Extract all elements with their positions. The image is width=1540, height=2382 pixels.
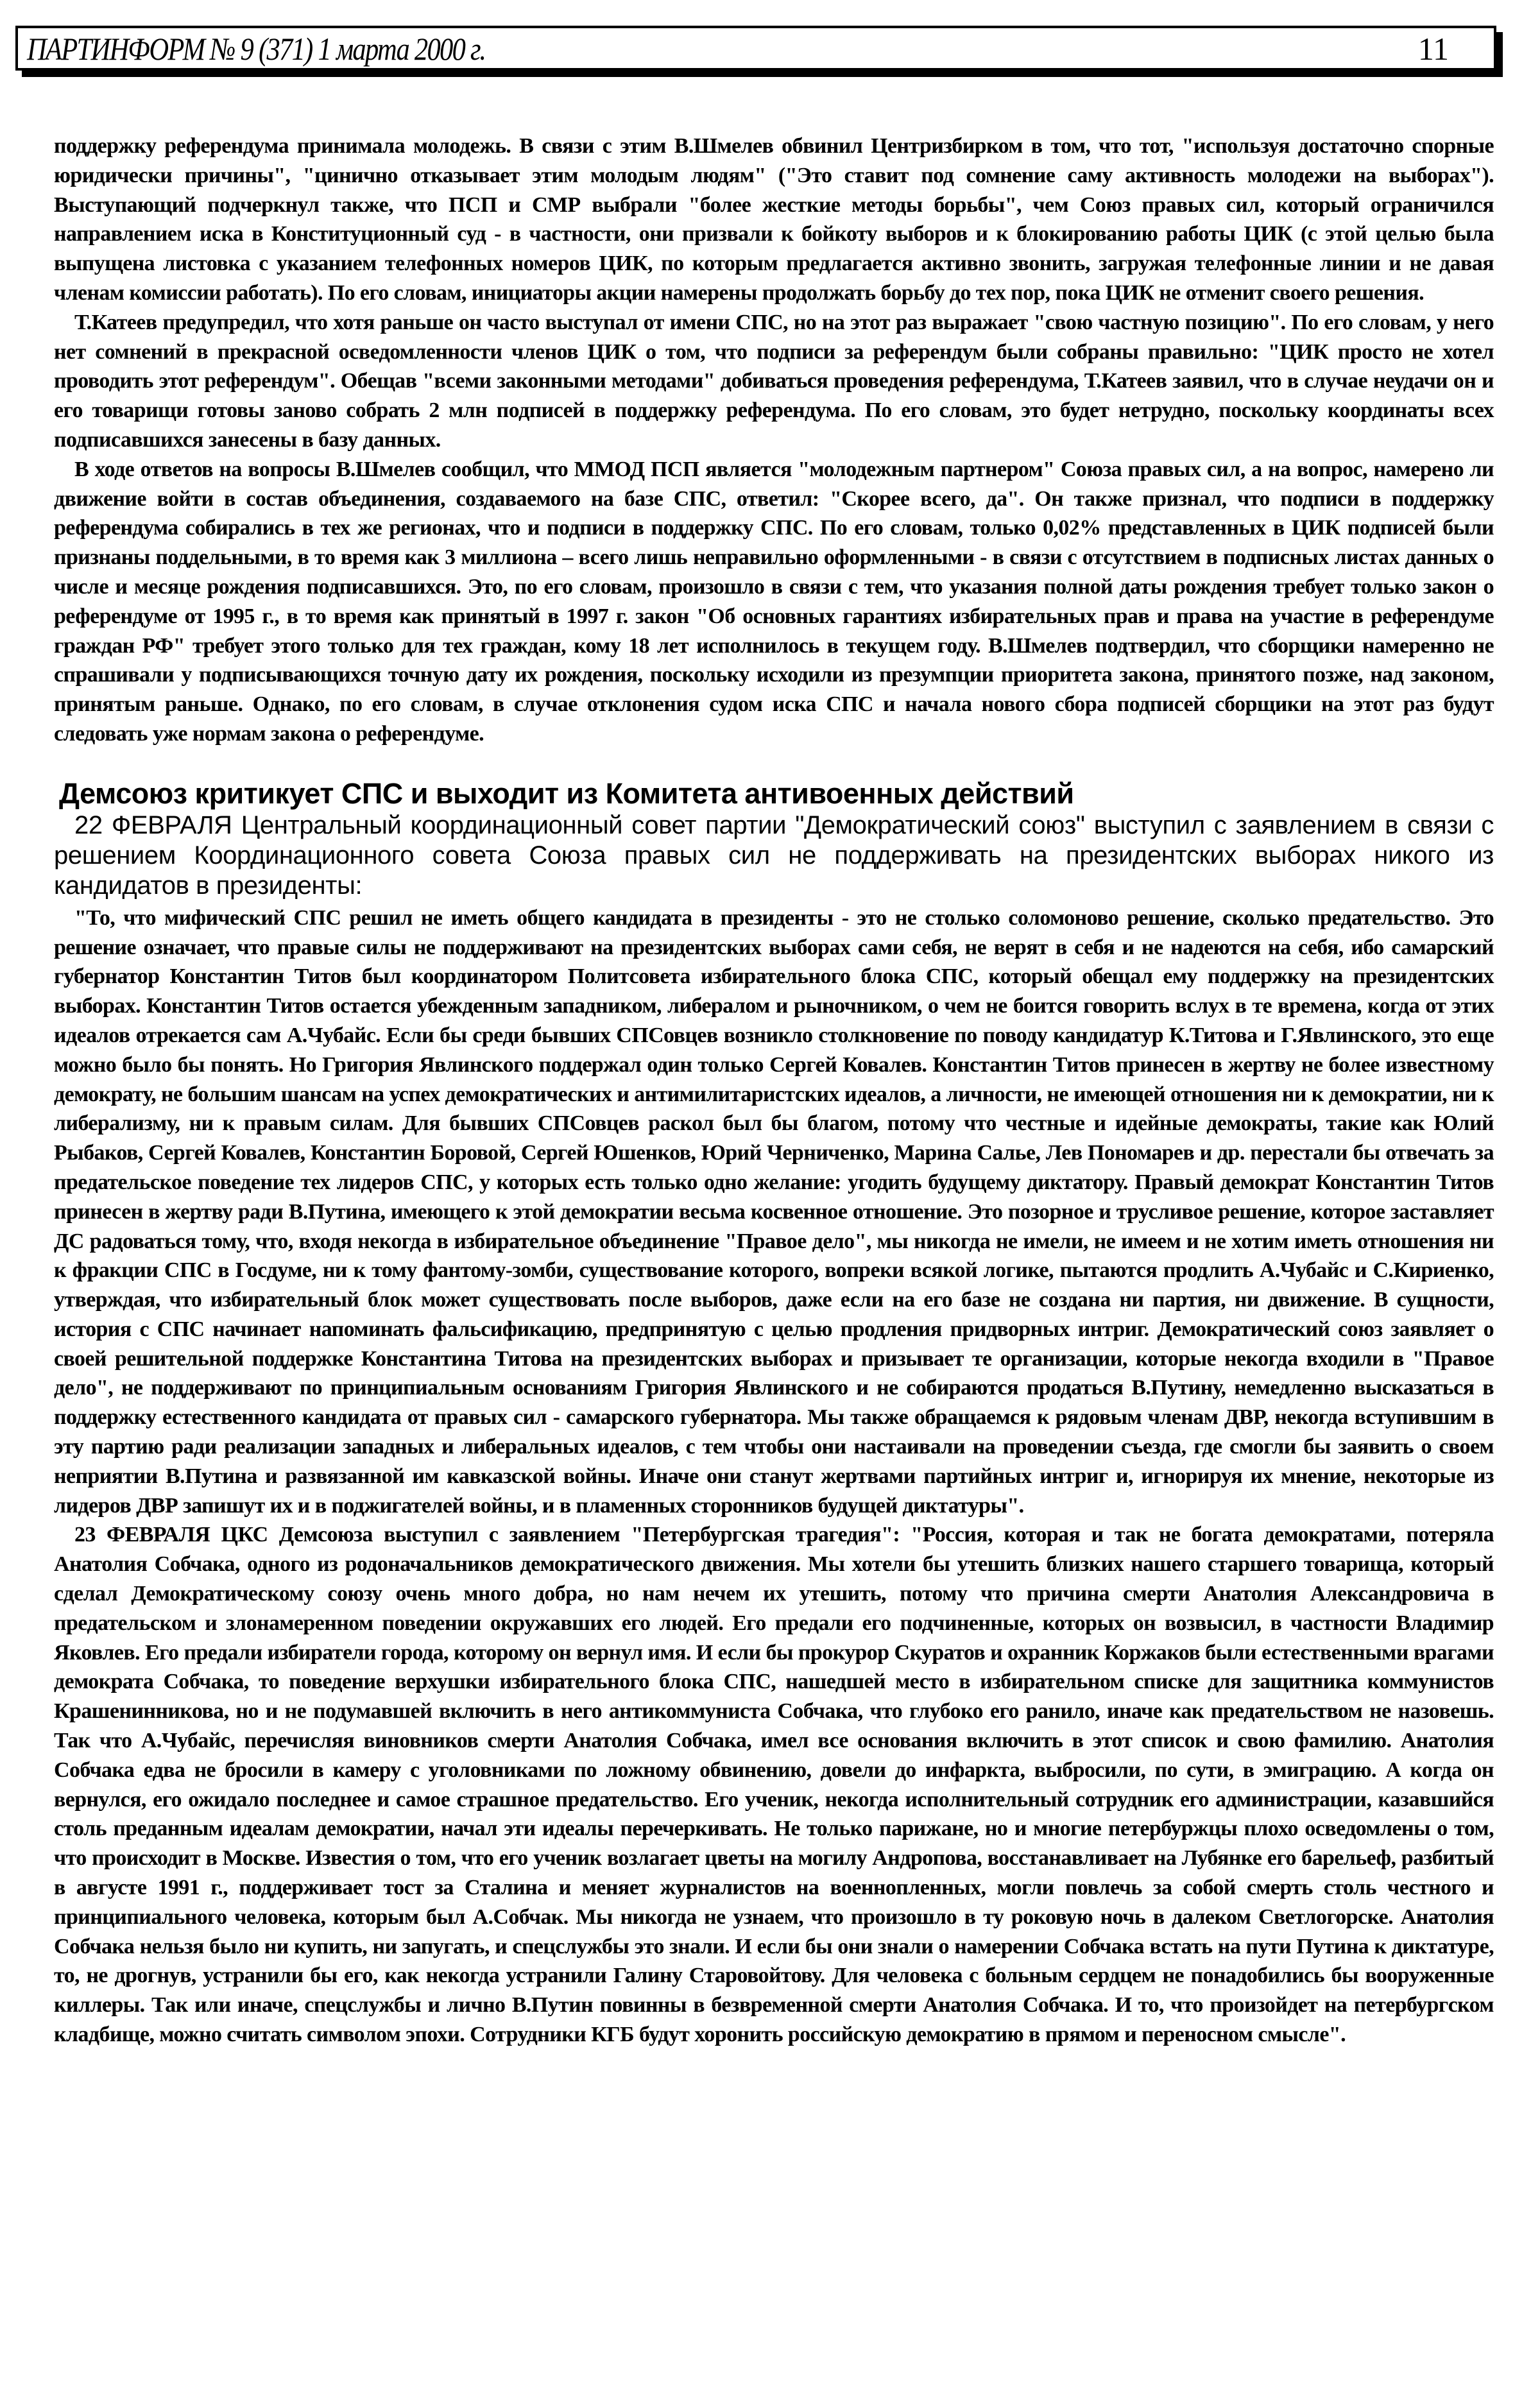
page-body (54, 132, 1494, 2050)
paragraph: "То, что мифический СПС решил не иметь общего кандидата в президенты - это не столько соломоново решение, сколько предательство. Это решение означает, что правые силы не поддерживают на президентских выборах сами себя, не верят в себя и не надеются на себя, ибо самарский губернатор Константин Титов был координатором Политсовета избирательного блока СПС, который обещал ему поддержку на президентских выборах. Константин Титов остается убежденным западником, либералом и рыночником, о чем не боится говорить вслух в те времена, когда от этих идеалов отрекается сам А.Чубайс. Если бы среди бывших СПСовцев возникло столкновение по поводу кандидатур К.Титова и Г.Явлинского, это еще можно было бы понять. Но Григория Явлинского поддержал один только Сергей Ковалев. Константин Титов принесен в жертву не более известному демократу, не большим шансам на успех демократических и антимилитаристских идеалов, а личности, не имеющей отношения ни к демократии, ни к либерализму, ни к правым силам. Для бывших СПСовцев раскол был бы благом, потому что честные и идейные демократы, такие как Юлий Рыбаков, Сергей Ковалев, Константин Боровой, Сергей Юшенков, Юрий Черниченко, Марина Салье, Лев Пономарев и др. перестали бы отвечать за предательское поведение тех лидеров СПС, у которых есть только одно желание: угодить будущему диктатору. Правый демократ Константин Титов принесен в жертву ради В.Путина, имеющего к этой демократии весьма косвенное отношение. Это позорное и трусливое решение, которое заставляет ДС радоваться тому, что, входя некогда в избирательное объединение "Правое дело", мы никогда не имели, не имеем и не хотим иметь отношения ни к фракции СПС в Госдуме, ни к тому фантому-зомби, существование которого, вопреки всякой логике, пытаются продлить А.Чубайс и С.Кириенко, утверждая, что избирательный блок может существовать после выборов, даже если на его базе не создана ни партия, ни движение. В сущности, история с СПС начинает напоминать фальсификацию, предпринятую с целью продления придворных интриг. Демократический союз заявляет о своей решительной поддержке Константина Титова на президентских выборах и призывает те организации, которые некогда входили в "Правое дело", не поддерживают по принципиальным основаниям Григория Явлинского и не собираются продаться В.Путину, немедленно высказаться в поддержку естественного кандидата от правых сил - самарского губернатора. Мы также обращаемся к рядовым членам ДВР, некогда вступившим в эту партию ради реализации западных и либеральных идеалов, с тем чтобы они настаивали на проведении съезда, где смогли бы заявить о своем неприятии В.Путина и развязанной им кавказской войны. Иначе они станут жертвами партийных интриг и, игнорируя их мнение, некоторые из лидеров ДВР запишут их и в поджигателей войны, и в пламенных сторонников будущей диктатуры". (54, 905, 1494, 1518)
article-demsoyuz (54, 777, 1494, 2050)
page-header (15, 26, 1496, 71)
article-lead: 22 ФЕВРАЛЯ Центральный координационный совет партии "Демократический союз" выступил с заявлением в связи с решением Координационного совета Союза правых сил не поддерживать на президентских выборах никого из кандидатов в президенты: (54, 810, 1494, 900)
page-number: 11 (1417, 31, 1449, 67)
paragraph: 23 ФЕВРАЛЯ ЦКС Демсоюза выступил с заявлением "Петербургская трагедия": "Россия, которая и так не богата демократами, потеряла Анатолия Собчака, одного из родоначальников демократического движения. Мы хотели бы утешить близких нашего старшего товарища, который сделал Демократическому союзу очень много добра, но нам нечем их утешить, потому что причина смерти Анатолия Александровича в предательском и злонамеренном поведении окружавших его людей. Его предали его подчиненные, которых он возвысил, в частности Владимир Яковлев. Его предали избиратели города, которому он вернул имя. И если бы прокурор Скуратов и охранник Коржаков были естественными врагами демократа Собчака, то поведение верхушки избирательного блока СПС, нашедшей место в избирательном списке для защитника коммунистов Крашенинникова, но и не подумавшей включить в него антикоммуниста Собчака, что глубоко его ранило, иначе как предательством не назовешь. Так что А.Чубайс, перечисляя виновников смерти Анатолия Собчака, имел все основания включить в этот список и свою фамилию. Анатолия Собчака едва не бросили в камеру с уголовниками по ложному обвинению, довели до инфаркта, выбросили, по сути, в эмиграцию. А когда он вернулся, его ожидало последнее и самое страшное предательство. Его ученик, некогда исполнительный сотрудник его администрации, казавшийся столь преданным идеалам демократии, начал эти идеалы перечеркивать. Не только парижане, но и многие петербуржцы плохо осведомлены о том, что происходит в Москве. Известия о том, что его ученик возлагает цветы на могилу Андропова, восстанавливает на Лубянке его барельеф, разбитый в августе 1991 г., поддерживает тост за Сталина и меняет журналистов на военнопленных, могли повлечь за собой смерть столь честного и принципиального человека, которым был А.Собчак. Мы никогда не узнаем, что произошло в ту роковую ночь в далеком Светлогорске. Анатолия Собчака нельзя было ни купить, ни запугать, и спецслужбы это знали. И если бы они знали о намерении Собчака встать на пути Путина к диктатуре, то, не дрогнув, устранили бы его, как некогда устранили Галину Старовойтову. Для человека с больным сердцем не понадобились бы вооруженные киллеры. Так или иначе, спецслужбы и лично В.Путин повинны в безвременной смерти Анатолия Собчака. И то, что произойдет на петербургском кладбище, можно считать символом эпохи. Сотрудники КГБ будут хоронить российскую демократию в прямом и переносном смысле". (54, 1523, 1494, 2047)
paragraph: поддержку референдума принимала молодежь. В связи с этим В.Шмелев обвинил Центризбирком в том, что тот, "используя достаточно спорные юридически причины", "цинично отказывает этим молодым людям" ("Это ставит под сомнение саму активность молодежи на выборах"). Выступающий подчеркнул также, что ПСП и СМР выбрали "более жесткие методы борьбы", чем Союз правых сил, который ограничился направлением иска в Конституционный суд - в частности, они призвали к бойкоту выборов и к блокированию работы ЦИК (с этой целью была выпущена листовка с указанием телефонных номеров ЦИК, по которым предлагается активно звонить, загружая телефонные линии и не давая членам комиссии работать). По его словам, инициаторы акции намерены продолжать борьбу до тех пор, пока ЦИК не отменит своего решения. (54, 134, 1494, 305)
paragraph: Т.Катеев предупредил, что хотя раньше он часто выступал от имени СПС, но на этот раз выражает "свою частную позицию". По его словам, у него нет сомнений в прекрасной осведомленности членов ЦИК о том, что подписи за референдум были собраны правильно: "ЦИК просто не хотел проводить этот референдум". Обещав "всеми законными методами" добиваться проведения референдума, Т.Катеев заявил, что в случае неудачи он и его товарищи готовы заново собрать 2 млн подписей в поддержку референдума. По его словам, это будет нетрудно, поскольку координаты всех подписавшихся занесены в базу данных. (54, 310, 1494, 452)
publication-title: ПАРТИНФОРМ № 9 (371) 1 марта 2000 г. (27, 31, 486, 67)
paragraph: В ходе ответов на вопросы В.Шмелев сообщил, что ММОД ПСП является "молодежным партнером" Союза правых сил, а на вопрос, намерено ли движение войти в состав объединения, создаваемого на базе СПС, ответил: "Скорее всего, да". Он также признал, что подписи в поддержку референдума собирались в тех же регионах, что и подписи в поддержку СПС. По его словам, только 0,02% представленных в ЦИК подписей были признаны поддельными, в то время как 3 миллиона – всего лишь неправильно оформленными - в связи с отсутствием в подписных листах данных о числе и месяце рождения подписавшихся. Это, по его словам, произошло в связи с тем, что указания полной даты рождения требует только закон о референдуме от 1995 г., в то время как принятый в 1997 г. закон "Об основных гарантиях избирательных прав и права на участие в референдуме граждан РФ" требует этого только для тех граждан, кому 18 лет исполнилось в текущем году. В.Шмелев подтвердил, что сборщики намеренно не спрашивали у подписывающихся точную дату их рождения, поскольку исходили из презумпции приоритета закона, принятого позже, над законом, принятым раньше. Однако, по его словам, в случае отклонения судом иска СПС и начала нового сбора подписей сборщики на этот раз будут следовать уже нормам закона о референдуме. (54, 457, 1494, 746)
article-headline: Демсоюз критикует СПС и выходит из Комитета антивоенных действий (59, 776, 1074, 810)
article-continued (54, 132, 1494, 749)
